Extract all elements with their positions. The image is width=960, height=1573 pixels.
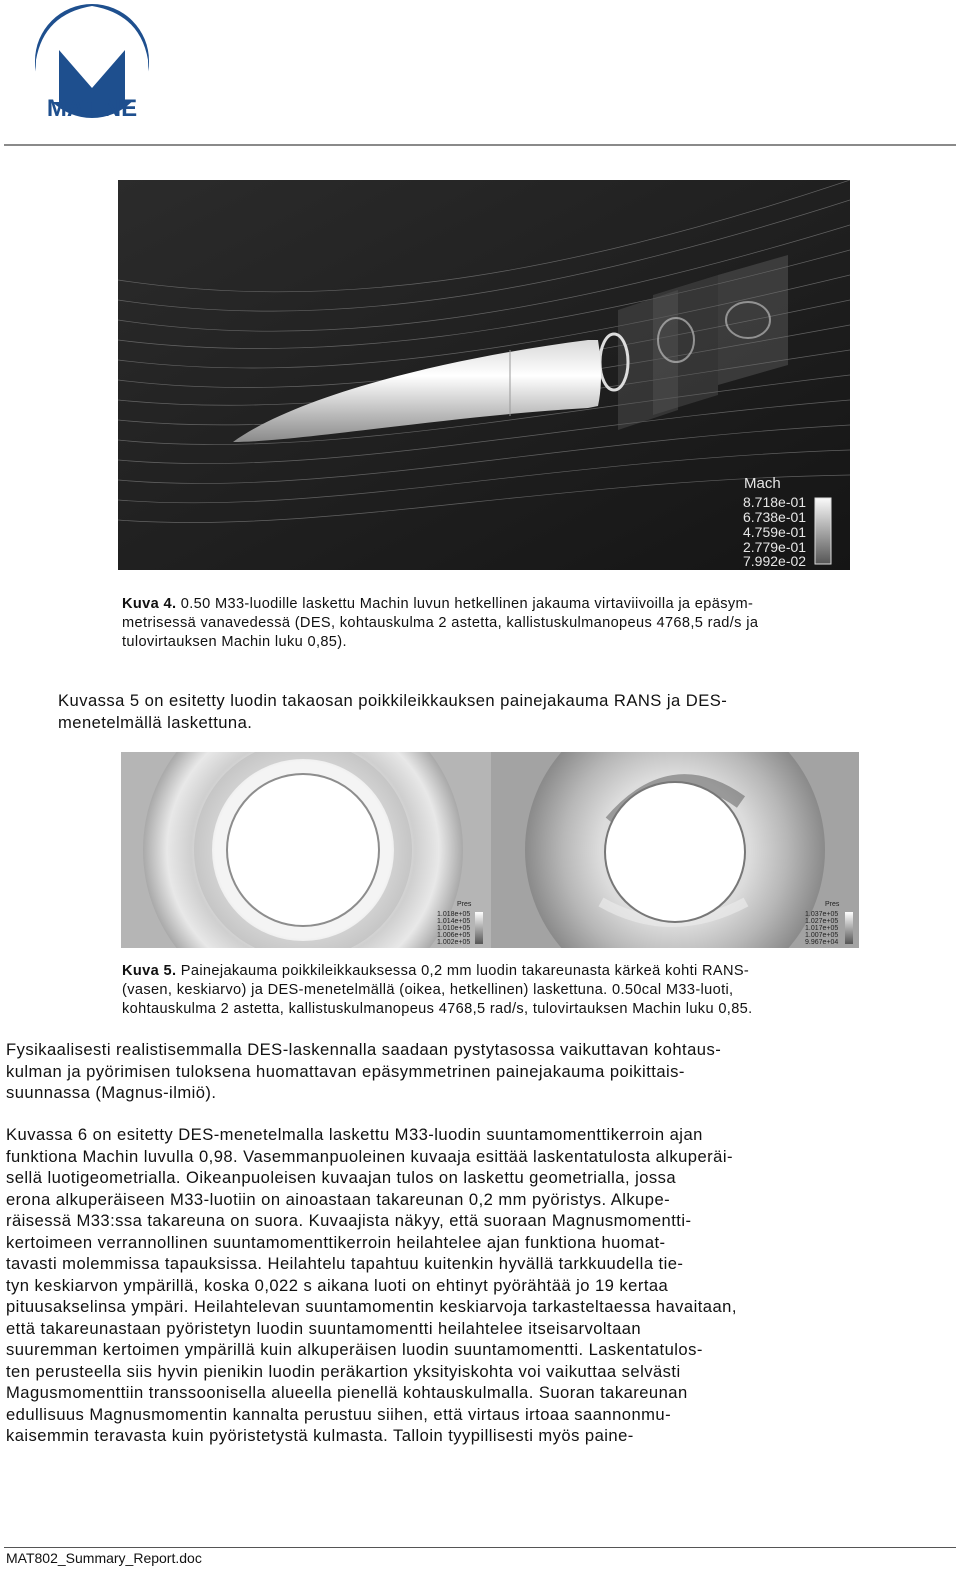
logo-text: MATINE xyxy=(46,95,138,120)
figure-5-des-plot xyxy=(491,752,859,948)
legend-value: 1.002e+05 xyxy=(437,939,471,946)
legend-value: 8.718e-01 xyxy=(743,494,807,510)
legend-value: 1.010e+05 xyxy=(437,925,471,932)
legend-value: 1.006e+05 xyxy=(437,932,471,939)
legend-value: 1.014e+05 xyxy=(437,918,471,925)
paragraph-magnus: Fysikaalisesti realistisemmalla DES-laskennalla saadaan pystytasossa vaikuttavan kohtaus- kulman ja pyörimisen tuloksena huomattavan epäsymmetrinen painejakauma poikittais- suunnassa (Magnus-ilmiö). xyxy=(6,1040,722,1102)
legend-value: 1.027e+05 xyxy=(805,918,839,925)
legend-value: 2.779e-01 xyxy=(743,539,807,555)
figure-5-rans-plot xyxy=(121,752,491,948)
footer-divider xyxy=(4,1547,956,1548)
legend-title: Mach xyxy=(744,475,781,492)
legend-value: 1.007e+05 xyxy=(805,932,839,939)
mach-color-bar xyxy=(815,498,831,564)
figure-5-caption: Kuva 5. Painejakauma poikkileikkauksessa 0,2 mm luodin takareunasta kärkeä kohti RANS- (vasen, keskiarvo) ja DES-menetelmällä (oikea, hetkellinen) laskettuna. 0.50cal M33-luoti, kohtauskulma 2 astetta, kallistuskulmanopeus 4768,5 rad/s, tulovirtauksen Machin luku 0,85. xyxy=(122,963,753,1017)
figure-4-caption: Kuva 4. 0.50 M33-luodille laskettu Machin luvun hetkellinen jakauma virtaviivoilla ja epäsym- metrisessä vanavedessä (DES, kohtauskulma 2 astetta, kallistuskulmanopeus 4768,5 rad/s ja tulovirtauksen Machin luku 0,85). xyxy=(122,596,759,650)
caption-label: Kuva 5. xyxy=(122,963,177,979)
legend-value: 1.018e+05 xyxy=(437,911,471,918)
mach-visualization xyxy=(118,180,850,570)
footer-filename: MAT802_Summary_Report.doc xyxy=(6,1550,202,1566)
caption-label: Kuva 4. xyxy=(122,596,177,612)
legend-value: 1.017e+05 xyxy=(805,925,839,932)
legend-title: Pres xyxy=(457,901,472,908)
legend-value: 4.759e-01 xyxy=(743,524,807,540)
matine-logo xyxy=(22,2,162,120)
legend-value: 6.738e-01 xyxy=(743,509,807,525)
paragraph-figure-6: Kuvassa 6 on esitetty DES-menetelmalla laskettu M33-luodin suuntamomenttikerroin ajan funktiona Machin luvulla 0,98. Vasemmanpuoleinen kuvaaja esittää laskentatulosta alkuperäi- sellä luotigeometrialla. Oikeanpuoleisen kuvaajan tulos on laskettu geometrialla, jossa erona alkuperäiseen M33-luotiin on ainoastaan takareunan 0,2 mm pyöristys. Alkupe- räisessä M33:ssa takareuna on suora. Kuvaajista näkyy, että suoraan Magnusmomentti- kertoimeen verrannollinen suuntamomenttikerroin heilahtelee ajan funktiona huomat- tavasti molemmissa tapauksissa. Heilahtelu tapahtuu kuitenkin hyvällä tarkkuudella tie- tyn keskiarvon ympärillä, koska 0,022 s aikana luoti on ehtinyt pyörähtää jo 19 kertaa pituusakselinsa ympäri. Heilahtelevan suuntamomentin keskiarvoja tarkasteltaessa havaitaan, että takareunastaan pyöristetyn luodin suuntamomentti heilahtelee itseisarvoltaan suuremman kertoimen ympärillä kuin alkuperäisen luodin suuntamomentti. Laskentatulos- ten perusteella siis hyvin pienikin luodin peräkartion yksityiskohta voi vaikuttaa selvästi Magusmomenttiin transsoonisella alueella pienellä kohtauskulmalla. Suoran takareunan edullisuus Magnusmomentin kannalta perustuu siihen, että virtaus irtoaa saannonmu- kaisemmin teravasta kuin pyöristetystä kulmasta. Talloin tyypillisesti myös paine- xyxy=(6,1125,737,1445)
legend-value: 1.037e+05 xyxy=(805,911,839,918)
figure-5-intro: Kuvassa 5 on esitetty luodin takaosan poikkileikkauksen painejakauma RANS ja DES- menetelmällä laskettuna. xyxy=(58,691,728,732)
slice-plane-2 xyxy=(653,275,718,415)
figure-4-mach-plot xyxy=(118,180,850,570)
legend-title: Pres xyxy=(825,901,840,908)
legend-value: 9.967e+04 xyxy=(805,939,839,946)
header-divider xyxy=(4,144,956,146)
legend-value: 7.992e-02 xyxy=(743,553,807,569)
slice-plane-3 xyxy=(718,255,788,385)
